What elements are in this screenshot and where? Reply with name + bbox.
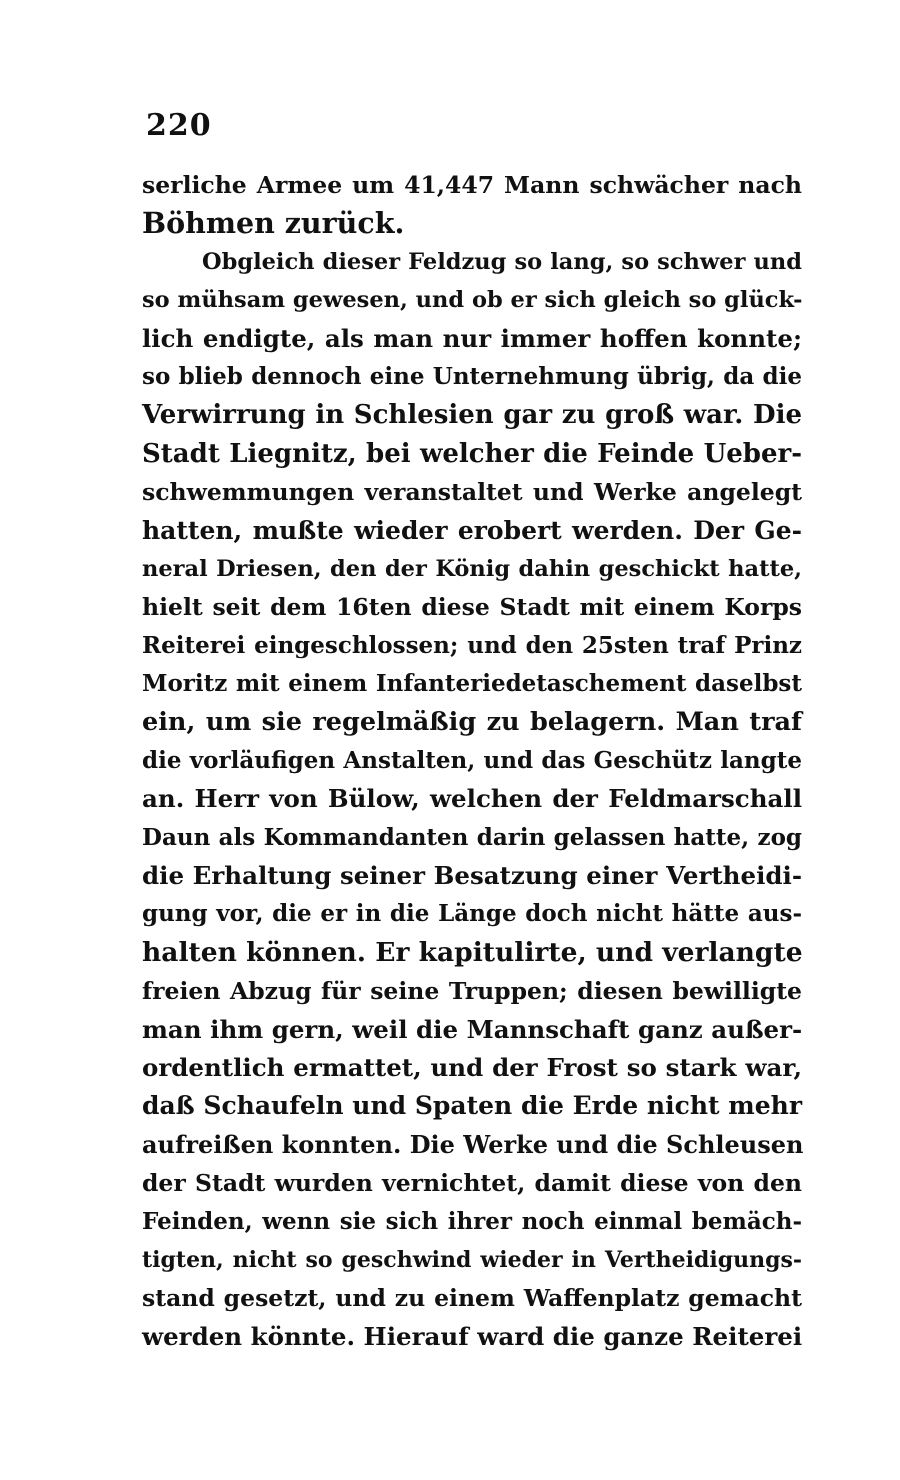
text-line: daß Schaufeln und Spaten die Erde nicht mehr <box>142 1091 802 1121</box>
text-line: an. Herr von Bülow, welchen der Feldmarschall <box>142 784 802 814</box>
body-text <box>142 166 802 1356</box>
text-line: die Erhaltung seiner Besatzung einer Vertheidi- <box>142 861 802 891</box>
text-line: Daun als Kommandanten darin gelassen hatte, zog <box>142 823 802 851</box>
text-line: Stadt Liegnitz, bei welcher die Feinde Ueber- <box>142 438 802 469</box>
text-line: freien Abzug für seine Truppen; diesen bewilligte <box>142 977 802 1006</box>
text-line: schwemmungen veranstaltet und Werke angelegt <box>142 478 802 507</box>
text-line: tigten, nicht so geschwind wieder in Vertheidigungs- <box>142 1246 802 1273</box>
page-number: 220 <box>146 108 212 143</box>
text-line: hatten, mußte wieder erobert werden. Der Ge- <box>142 515 802 545</box>
text-line: so blieb dennoch eine Unternehmung übrig, da die <box>142 362 802 390</box>
text-line: Reiterei eingeschlossen; und den 25sten traf Prinz <box>142 631 802 659</box>
text-line: man ihm gern, weil die Mannschaft ganz außer- <box>142 1014 803 1044</box>
text-line: die vorläufigen Anstalten, und das Geschütz langte <box>142 746 802 774</box>
text-line: Böhmen zurück. <box>142 206 405 241</box>
text-line: Moritz mit einem Infanteriedetaschement daselbst <box>142 670 802 698</box>
text-line: werden könnte. Hierauf ward die ganze Reiterei <box>142 1321 803 1351</box>
text-line: halten können. Er kapitulirte, und verlangte <box>142 936 803 968</box>
text-line: Verwirrung in Schlesien gar zu groß war. Die <box>142 400 802 431</box>
text-line: Obgleich dieser Feldzug so lang, so schwer und <box>202 248 802 275</box>
text-line: ein, um sie regelmäßig zu belagern. Man traf <box>142 707 802 738</box>
text-line: der Stadt wurden vernichtet, damit diese von den <box>142 1169 802 1198</box>
text-line: gung vor, die er in die Länge doch nicht hätte aus- <box>142 900 802 928</box>
text-line: lich endigte, als man nur immer hoffen konnte; <box>142 323 802 353</box>
text-line: Feinden, wenn sie sich ihrer noch einmal bemäch- <box>142 1207 802 1235</box>
text-line: neral Driesen, den der König dahin geschickt hatte, <box>142 555 802 582</box>
text-line: stand gesetzt, und zu einem Waffenplatz gemacht <box>142 1284 802 1313</box>
text-line: serliche Armee um 41,447 Mann schwächer nach <box>142 171 802 199</box>
text-line: so mühsam gewesen, und ob er sich gleich so glück- <box>142 287 803 314</box>
text-line: hielt seit dem 16ten diese Stadt mit einem Korps <box>142 593 802 622</box>
text-line: ordentlich ermattet, und der Frost so stark war, <box>142 1052 802 1082</box>
text-line: aufreißen konnten. Die Werke und die Schleusen <box>142 1129 804 1159</box>
